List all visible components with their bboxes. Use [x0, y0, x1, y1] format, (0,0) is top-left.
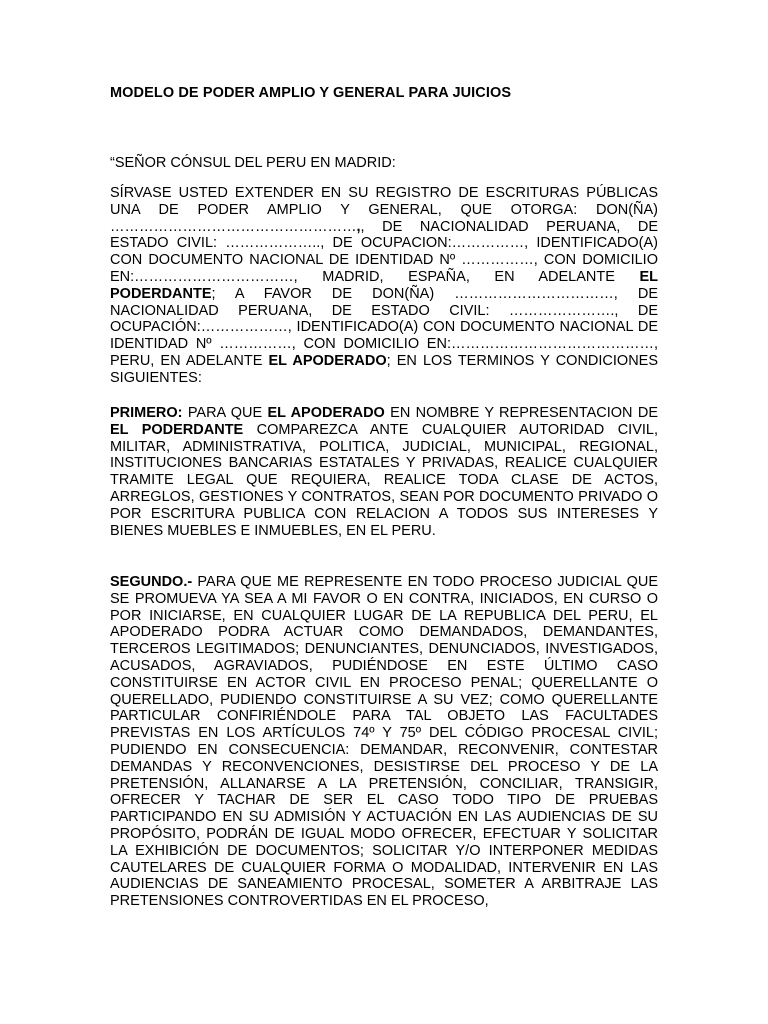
paragraph-text: SÍRVASE USTED EXTENDER EN SU REGISTRO DE ESCRITURAS PÚBLICAS UNA DE PODER AMPLIO Y GENERAL, QUE OTORGA: DON(ÑA) ……………………………………………: [110, 185, 658, 235]
bold-term-apoderado: EL APODERADO: [267, 405, 385, 421]
paragraph-opening: [110, 185, 658, 387]
paragraph-text: PARA QUE: [182, 405, 268, 421]
clause-heading-segundo: SEGUNDO.-: [110, 574, 193, 590]
paragraph-text: EN NOMBRE Y REPRESENTACION DE: [384, 405, 658, 421]
paragraph-text: ; A FAVOR DE DON(ÑA) ……………………………, DE NACIONALIDAD PERUANA, DE ESTADO CIVIL: …………………., DE OCUPACIÓN:………………, IDENTIFICADO(A) CON DOCUMENTO NACIONAL DE IDENTIDAD Nº ……………, CON DOMICILIO EN:……………………………………, PERU, EN ADELANTE: [110, 285, 658, 369]
bold-term-apoderado: EL APODERADO: [268, 352, 387, 369]
salutation-line: “SEÑOR CÓNSUL DEL PERU EN MADRID:: [110, 155, 396, 171]
comma-bold: ,: [356, 218, 361, 235]
document-title: MODELO DE PODER AMPLIO Y GENERAL PARA JUICIOS: [110, 85, 512, 101]
paragraph-segundo: [110, 574, 658, 910]
paragraph-text: ; EN LOS TERMINOS Y CONDICIONES SIGUIENTES:: [110, 352, 659, 386]
paragraph-text: COMPAREZCA ANTE CUALQUIER AUTORIDAD CIVIL, MILITAR, ADMINISTRATIVA, POLITICA, JUDICIAL, MUNICIPAL, REGIONAL, INSTITUCIONES BANCARIAS ESTATALES Y PRIVADAS, REALICE CUALQUIER TRAMITE LEGAL QUE REQUIERA, REALICE TODA CLASE DE ACTOS, ARREGLOS, GESTIONES Y CONTRATOS, SEAN POR DOCUMENTO PRIVADO O POR ESCRITURA PUBLICA CON RELACION A TODOS SUS INTERESES Y BIENES MUEBLES E INMUEBLES, EN EL PERU.: [110, 421, 658, 539]
clause-heading-primero: PRIMERO:: [110, 405, 183, 421]
bold-term-poderdante: EL PODERDANTE: [110, 421, 244, 438]
paragraph-text: , DE NACIONALIDAD PERUANA, DE ESTADO CIVIL: ……………….., DE OCUPACION:……………, IDENTIFICADO(A) CON DOCUMENTO NACIONAL DE IDENTIDAD Nº ……………, CON DOMICILIO EN:……………………………, MADRID, ESPAÑA, EN ADELANTE: [110, 218, 658, 285]
paragraph-text: PARA QUE ME REPRESENTE EN TODO PROCESO JUDICIAL QUE SE PROMUEVA YA SEA A MI FAVOR O EN CONTRA, INICIADOS, EN CURSO O POR INICIARSE, EN CUALQUIER LUGAR DE LA REPUBLICA DEL PERU, EL APODERADO PODRA ACTUAR COMO DEMANDADOS, DEMANDANTES, TERCEROS LEGITIMADOS; DENUNCIANTES, DENUNCIADOS, INVESTIGADOS, ACUSADOS, AGRAVIADOS, PUDIÉNDOSE EN ESTE ÚLTIMO CASO CONSTITUIRSE EN ACTOR CIVIL EN PROCESO PENAL; QUERELLANTE O QUERELLADO, PUDIENDO CONSTITUIRSE A SU VEZ; COMO QUERELLANTE PARTICULAR CONFIRIÉNDOLE PARA TAL OBJETO LAS FACULTADES PREVISTAS EN LOS ARTÍCULOS 74º Y 75º DEL CÓDIGO PROCESAL CIVIL; PUDIENDO EN CONSECUENCIA: DEMANDAR, RECONVENIR, CONTESTAR DEMANDAS Y RECONVENCIONES, DESISTIRSE DEL PROCESO Y DE LA PRETENSIÓN, ALLANARSE A LA PRETENSIÓN, CONCILIAR, TRANSIGIR, OFRECER Y TACHAR DE SER EL CASO TODO TIPO DE PRUEBAS PARTICIPANDO EN SU ADMISIÓN Y ACTUACIÓN EN LAS AUDIENCIAS DE SU PROPÓSITO, PODRÁN DE IGUAL MODO OFRECER, EFECTUAR Y SOLICITAR LA EXHIBICIÓN DE DOCUMENTOS; SOLICITAR Y/O INTERPONER MEDIDAS CAUTELARES DE CUALQUIER FORMA O MODALIDAD, INTERVENIR EN LAS AUDIENCIAS DE SANEAMIENTO PROCESAL, SOMETER A ARBITRAJE LAS PRETENSIONES CONTROVERTIDAS EN EL PROCESO,: [110, 574, 658, 910]
paragraph-primero: [110, 405, 658, 539]
bold-term-poderdante: EL PODERDANTE: [110, 268, 658, 302]
